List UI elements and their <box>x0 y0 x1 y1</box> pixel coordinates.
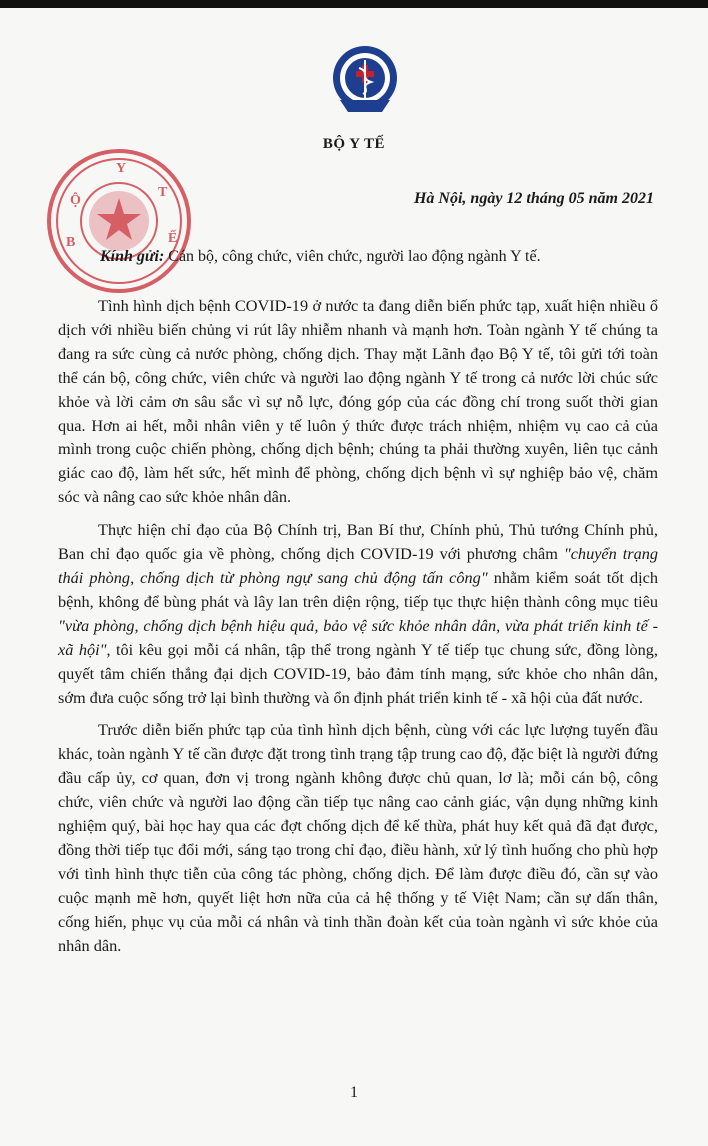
paragraph-2-quote-1: "chuyển trạng thái phòng, chống dịch từ phòng ngự sang chủ động tấn công" <box>58 544 658 587</box>
greeting-recipients: Cán bộ, công chức, viên chức, người lao động ngành Y tế. <box>168 248 541 265</box>
svg-text:Y: Y <box>116 161 127 176</box>
paragraph-2 <box>58 518 658 709</box>
top-bar <box>0 0 708 8</box>
page-number: 1 <box>350 1084 358 1101</box>
paragraph-2-quote-2: "vừa phòng, chống dịch bệnh hiệu quả, bảo vệ sức khỏe nhân dân, vừa phát triển kinh tế - xã hội" <box>58 615 658 659</box>
paragraph-1: Tình hình dịch bệnh COVID-19 ở nước ta đang diễn biến phức tạp, xuất hiện nhiều ổ dịch với nhiều biến chủng vi rút lây nhiễm nhanh và mạnh hơn. Toàn ngành Y tế chúng ta đang ra sức cùng cả nước phòng, chống dịch. Thay mặt Lãnh đạo Bộ Y tế, tôi gửi tới toàn thể cán bộ, công chức, viên chức và người lao động ngành Y tế trong cả nước lời chúc sức khỏe và lời cảm ơn sâu sắc vì sự nỗ lực, đóng góp của các đồng chí trong suốt thời gian qua. Hơn ai hết, mỗi nhân viên y tế luôn ý thức được trách nhiệm, nhiệm vụ cao cả của mình trong cuộc chiến phòng, chống dịch bệnh; chúng ta phải thường xuyên, liên tục cảnh giác cao độ, làm hết sức, hết mình để phòng, chống dịch bệnh vì sự nghiệp bảo vệ, chăm sóc và nâng cao sức khỏe nhân dân. <box>58 296 658 507</box>
letter-body <box>58 294 658 966</box>
date-line: Hà Nội, ngày 12 tháng 05 năm 2021 <box>413 190 654 207</box>
paragraph-2-part-a: Thực hiện chỉ đạo của Bộ Chính trị, Ban Bí thư, Chính phủ, Thủ tướng Chính phủ, Ban chỉ đạo quốc gia về phòng, chống dịch COVID-19 với phương châm <box>58 520 658 564</box>
svg-text:B: B <box>66 235 76 250</box>
organization-name: BỘ Y TẾ <box>322 136 386 152</box>
greeting-line <box>100 248 541 266</box>
document-page <box>0 8 708 1146</box>
greeting-label: Kính gửi: <box>100 248 165 265</box>
svg-text:Ộ: Ộ <box>70 193 81 208</box>
red-seal-stamp <box>44 146 194 296</box>
svg-text:Ế: Ế <box>168 231 178 246</box>
paragraph-2-part-c: , tôi kêu gọi mỗi cá nhân, tập thể trong ngành Y tế tiếp tục chung sức, đồng lòng, quyết tâm chiến thắng đại dịch COVID-19, bảo đảm tính mạng, sức khỏe cho nhân dân, sớm đưa cuộc sống trở lại bình thường và ổn định phát triển kinh tế - xã hội của đất nước. <box>58 639 658 707</box>
svg-text:T: T <box>158 185 168 200</box>
paragraph-3: Trước diễn biến phức tạp của tình hình dịch bệnh, cùng với các lực lượng tuyến đầu khác, toàn ngành Y tế cần được đặt trong tình trạng tập trung cao độ, đặc biệt là người đứng đầu cấp ủy, cơ quan, đơn vị trong ngành không được chủ quan, lơ là; mỗi cán bộ, công chức, viên chức và người lao động cần tiếp tục nâng cao cảnh giác, vận dụng những kinh nghiệm quý, bài học hay qua các đợt chống dịch để kế thừa, phát huy kết quả đã đạt được, đồng thời tiếp tục đổi mới, sáng tạo trong chỉ đạo, điều hành, xử lý tình huống cho phù hợp với tình hình thực tiễn của công tác phòng, chống dịch. Để làm được điều đó, cần sự vào cuộc mạnh mẽ hơn, quyết liệt hơn nữa của cả hệ thống y tế Việt Nam; cần sự dấn thân, cống hiến, phục vụ của mỗi cá nhân và tinh thần đoàn kết của toàn ngành vì sức khỏe của nhân dân. <box>58 720 658 955</box>
ministry-logo <box>330 38 400 118</box>
paragraph-2-part-b: nhằm kiểm soát tốt dịch bệnh, không để bùng phát và lây lan trên diện rộng, tiếp tục thực hiện thành công mục tiêu <box>58 567 658 611</box>
